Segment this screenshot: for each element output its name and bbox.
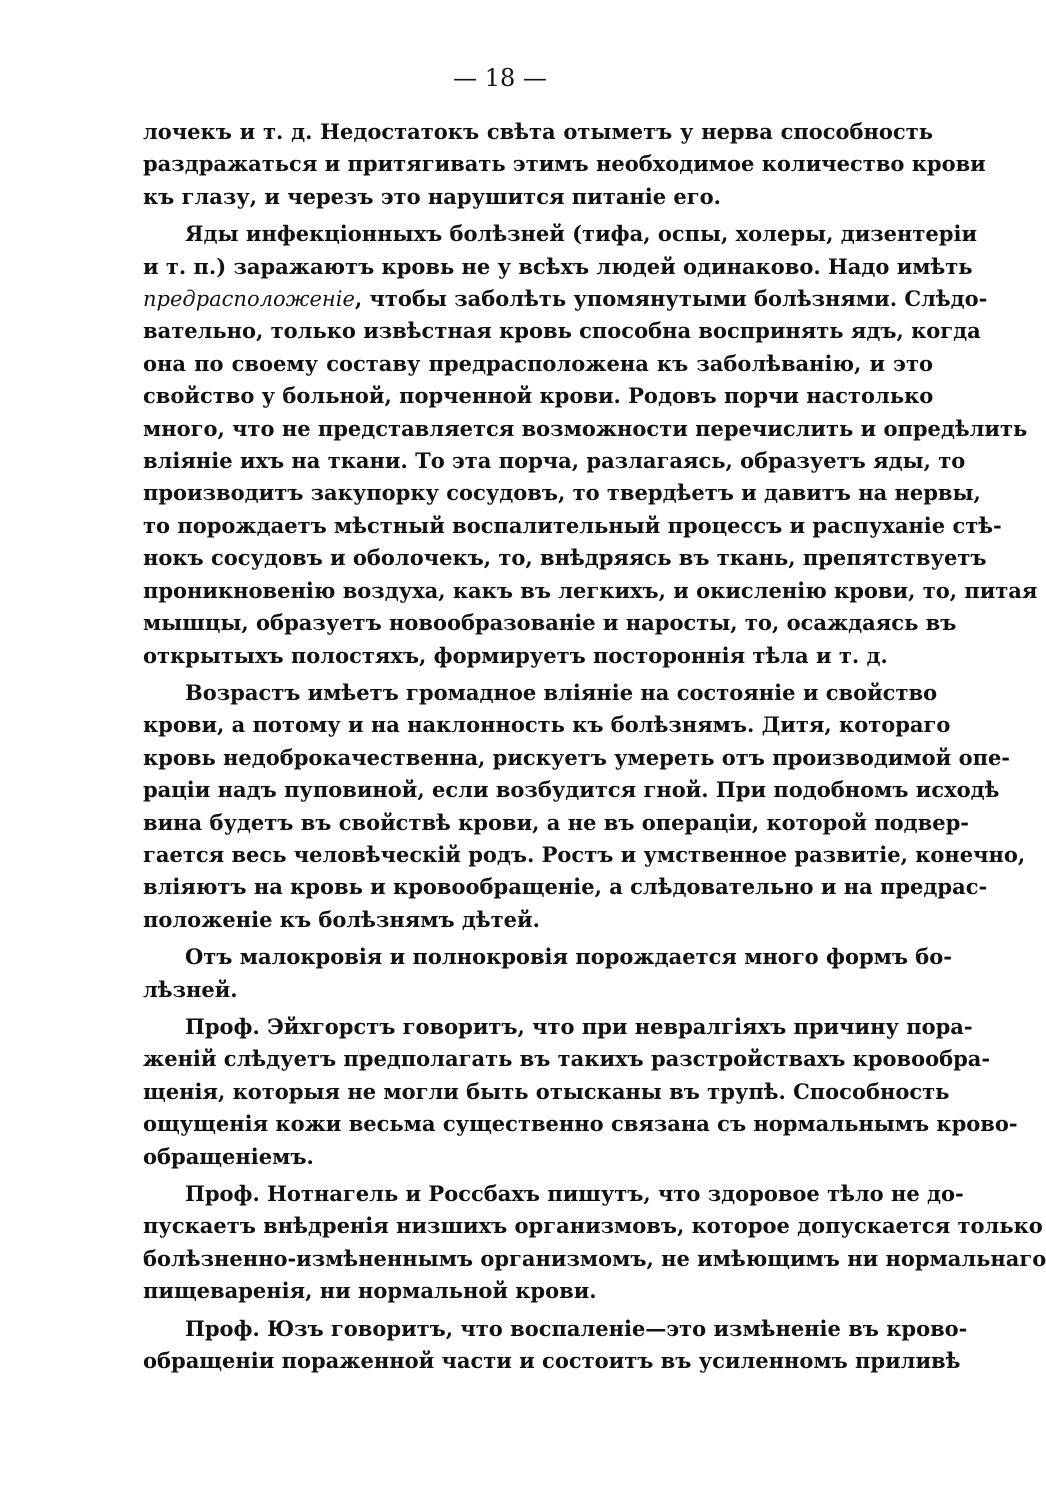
text-line: она по своему составу предрасположена къ заболѣванію, и это <box>143 350 933 376</box>
text-line: къ глазу, и черезъ это нарушится питаніе его. <box>143 183 721 209</box>
text-line: женій слѣдуетъ предполагать въ такихъ разстройствахъ кровообра- <box>143 1046 991 1072</box>
text-line: пускаетъ внѣдренія низшихъ организмовъ, которое допускается только <box>143 1213 1043 1239</box>
text-line: и т. п.) заражаютъ кровь не у всѣхъ людей одинаково. Надо имѣть <box>143 253 973 279</box>
text-line: лѣзней. <box>143 976 238 1002</box>
text-line: Проф. Юзъ говоритъ, что воспаленіе—это измѣненіе въ крово- <box>185 1315 968 1341</box>
text-line: мышцы, образуетъ новообразованіе и наросты, то, осаждаясь въ <box>143 610 957 636</box>
text-line: вина будетъ въ свойствѣ крови, а не въ операціи, которой подвер- <box>143 809 969 835</box>
page-number: — 18 — <box>453 64 547 92</box>
paragraph-5 <box>143 1011 1018 1173</box>
text-line: нокъ сосудовъ и оболочекъ, то, внѣдряясь въ ткань, препятствуетъ <box>143 545 987 571</box>
text-line: раздражаться и притягивать этимъ необходимое количество крови <box>143 151 986 177</box>
text-line: щенія, которыя не могли быть отысканы въ трупѣ. Способность <box>143 1078 950 1104</box>
paragraph-6 <box>143 1178 1046 1308</box>
paragraph-7 <box>143 1313 968 1378</box>
paragraph-3 <box>143 677 1026 936</box>
text-line: Яды инфекціонныхъ болѣзней (тифа, оспы, холеры, дизентеріи <box>185 221 978 247</box>
text-line: открытыхъ полостяхъ, формируетъ постороннія тѣла и т. д. <box>143 642 888 668</box>
text-line: ощущенія кожи весьма существенно связана съ нормальнымъ крово- <box>143 1111 1018 1137</box>
text-line: обращеніемъ. <box>143 1143 314 1169</box>
text-line: болѣзненно-измѣненнымъ организмомъ, не имѣющимъ ни нормальнаго <box>143 1245 1046 1271</box>
text-line: крови, а потому и на наклонность къ болѣзнямъ. Дитя, котораго <box>143 712 951 738</box>
text-line: Возрастъ имѣетъ громадное вліяніе на состояніе и свойство <box>185 679 938 705</box>
text-line: Отъ малокровія и полнокровія порождается много формъ бо- <box>185 944 953 970</box>
text-line: гается весь человѣческій родъ. Ростъ и умственное развитіе, конечно, <box>143 841 1026 867</box>
text-line: раціи надъ пуповиной, если возбудится гной. При подобномъ исходѣ <box>143 777 1000 803</box>
text-line: кровь недоброкачественна, рискуетъ умереть отъ производимой опе- <box>143 744 1011 770</box>
text-line: проникновенію воздуха, какъ въ легкихъ, и окисленію крови, то, питая <box>143 577 1038 603</box>
paragraph-4 <box>143 941 953 1006</box>
text-line: Проф. Эйхгорстъ говоритъ, что при невралгіяхъ причину пора- <box>185 1013 973 1039</box>
text-line: вліяніе ихъ на ткани. То эта порча, разлагаясь, образуетъ яды, то <box>143 448 966 474</box>
text-line: производитъ закупорку сосудовъ, то твердѣетъ и давитъ на нервы, <box>143 480 981 506</box>
body-text <box>143 116 1046 1382</box>
paragraph-2 <box>143 218 1038 672</box>
text-line: положеніе къ болѣзнямъ дѣтей. <box>143 906 540 932</box>
text-line: вліяютъ на кровь и кровообращеніе, а слѣдовательно и на предрас- <box>143 874 988 900</box>
text-line: свойство у больной, порченной крови. Родовъ порчи настолько <box>143 383 934 409</box>
text-line-with-emphasis: предрасположеніе, чтобы заболѣть упомянутыми болѣзнями. Слѣдо- <box>143 286 988 312</box>
text-line: пищеваренія, ни нормальной крови. <box>143 1278 597 1304</box>
text-line: вательно, только извѣстная кровь способна воспринять ядъ, когда <box>143 318 981 344</box>
text-line: лочекъ и т. д. Недостатокъ свѣта отыметъ у нерва способность <box>143 119 933 144</box>
emphasized-word: предрасположеніе <box>143 287 355 312</box>
text-line: обращеніи пораженной части и состоитъ въ усиленномъ приливѣ <box>143 1348 961 1374</box>
paragraph-1 <box>143 116 986 213</box>
text-line: то порождаетъ мѣстный воспалительный процессъ и распуханіе стѣ- <box>143 512 1002 538</box>
text-line: Проф. Нотнагель и Россбахъ пишутъ, что здоровое тѣло не до- <box>185 1181 964 1206</box>
text-line: много, что не представляется возможности перечислить и опредѣлить <box>143 415 1028 441</box>
